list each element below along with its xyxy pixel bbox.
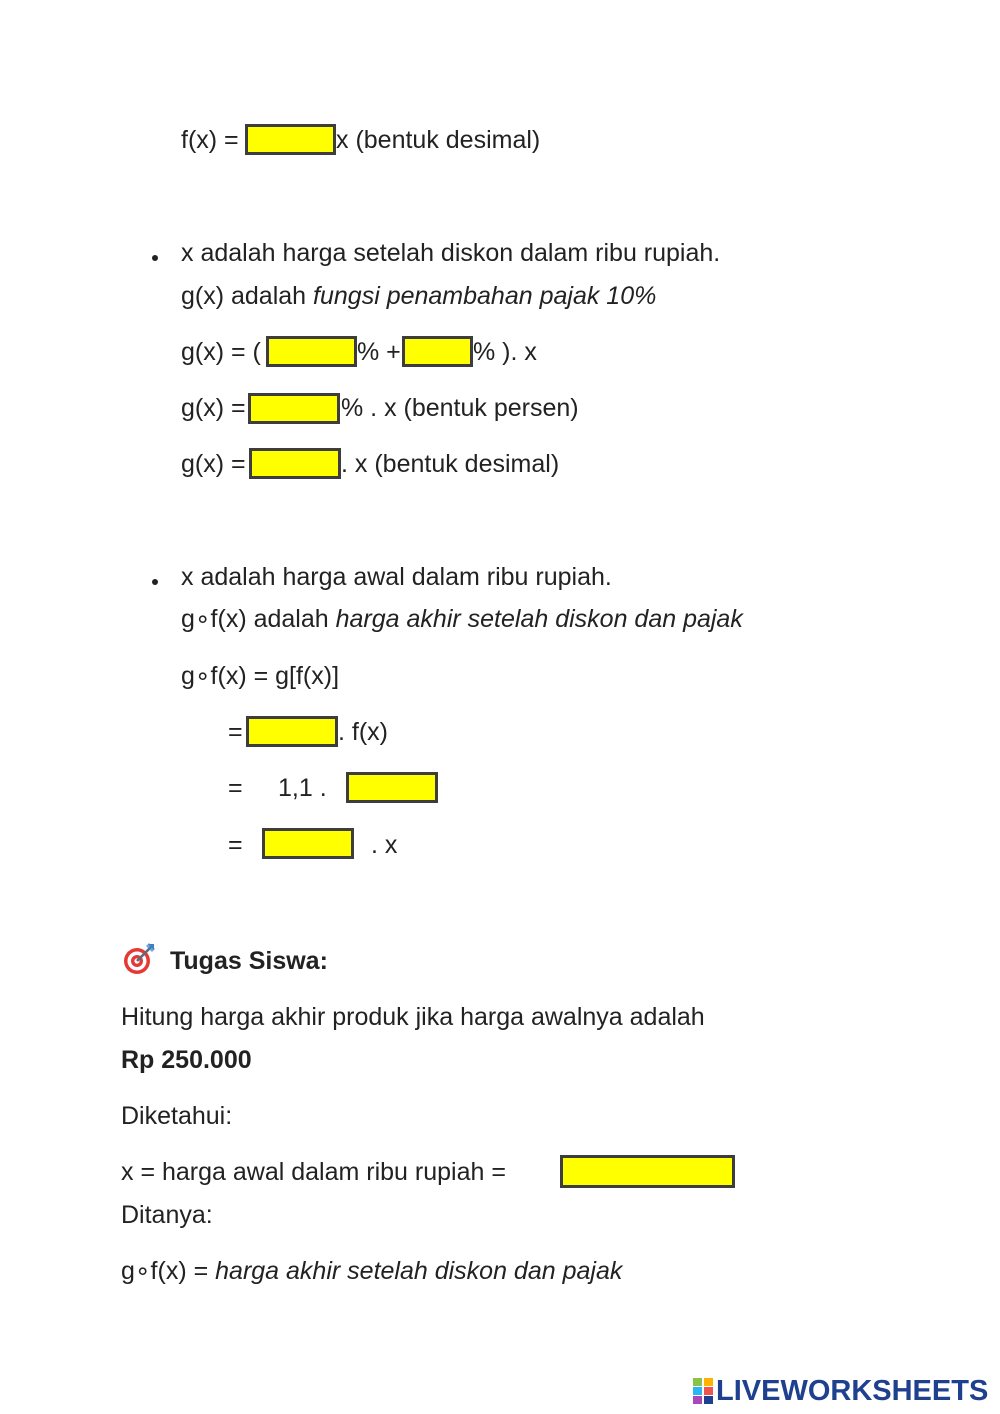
g-decimal-suffix: . x (bentuk desimal): [341, 450, 560, 478]
gof-step3-suffix: . x: [371, 831, 398, 859]
gof-composition: g∘f(x) = g[f(x)]: [181, 662, 340, 690]
g-decimal-prefix: g(x) =: [181, 450, 246, 478]
brand-name: LIVEWORKSHEETS: [716, 1374, 989, 1407]
task-heading: Tugas Siswa:: [170, 947, 328, 975]
f-decimal-suffix: x (bentuk desimal): [336, 126, 541, 154]
answer-box-gof-step1[interactable]: [246, 716, 338, 747]
answer-box-g-decimal[interactable]: [249, 448, 341, 479]
answer-box-initial-price[interactable]: [560, 1155, 735, 1188]
answer-box-gof-step2[interactable]: [346, 772, 438, 803]
gof-step1-suffix: . f(x): [338, 718, 388, 746]
g-percent-suffix: % . x (bentuk persen): [341, 394, 579, 422]
gof-definition-italic: harga akhir setelah diskon dan pajak: [335, 605, 743, 633]
answer-box-gof-step3[interactable]: [262, 828, 354, 859]
g-definition-prefix: g(x) adalah: [181, 282, 314, 310]
asked-label: Ditanya:: [121, 1201, 213, 1229]
g-definition-italic: fungsi penambahan pajak 10%: [313, 282, 657, 310]
gof-description: x adalah harga awal dalam ribu rupiah.: [181, 563, 612, 591]
gof-definition: [181, 604, 743, 634]
g-percent-prefix: g(x) =: [181, 394, 246, 422]
g-sum-prefix: g(x) = (: [181, 338, 261, 366]
asked-gof: [121, 1256, 622, 1286]
task-question: Hitung harga akhir produk jika harga awalnya adalah: [121, 1003, 705, 1031]
bullet-gof: [152, 579, 158, 585]
asked-gof-italic: harga akhir setelah diskon dan pajak: [215, 1257, 623, 1285]
bullet-g: [152, 255, 158, 261]
answer-box-g-percent[interactable]: [248, 393, 340, 424]
known-label: Diketahui:: [121, 1102, 233, 1130]
known-x: x = harga awal dalam ribu rupiah =: [121, 1158, 506, 1186]
answer-box-g-sum-1[interactable]: [266, 336, 357, 367]
answer-box-f-decimal[interactable]: [245, 124, 336, 155]
liveworksheets-logo[interactable]: [692, 1374, 988, 1408]
gof-step2-eq: =: [228, 774, 243, 802]
gof-definition-prefix: g∘f(x) adalah: [181, 605, 336, 633]
g-definition: [181, 281, 656, 311]
answer-box-g-sum-2[interactable]: [402, 336, 473, 367]
asked-gof-prefix: g∘f(x) =: [121, 1257, 216, 1285]
g-sum-mid: % +: [357, 338, 401, 366]
g-sum-suffix: % ). x: [473, 338, 537, 366]
f-decimal-prefix: f(x) =: [181, 126, 239, 154]
liveworksheets-mark-icon: [692, 1377, 714, 1405]
gof-step2-value: 1,1 .: [278, 774, 327, 802]
gof-step3-eq: =: [228, 831, 243, 859]
target-icon: [122, 942, 156, 976]
task-question-amount: Rp 250.000: [121, 1046, 252, 1074]
gof-step1-eq: =: [228, 718, 243, 746]
g-description: x adalah harga setelah diskon dalam ribu rupiah.: [181, 239, 721, 267]
